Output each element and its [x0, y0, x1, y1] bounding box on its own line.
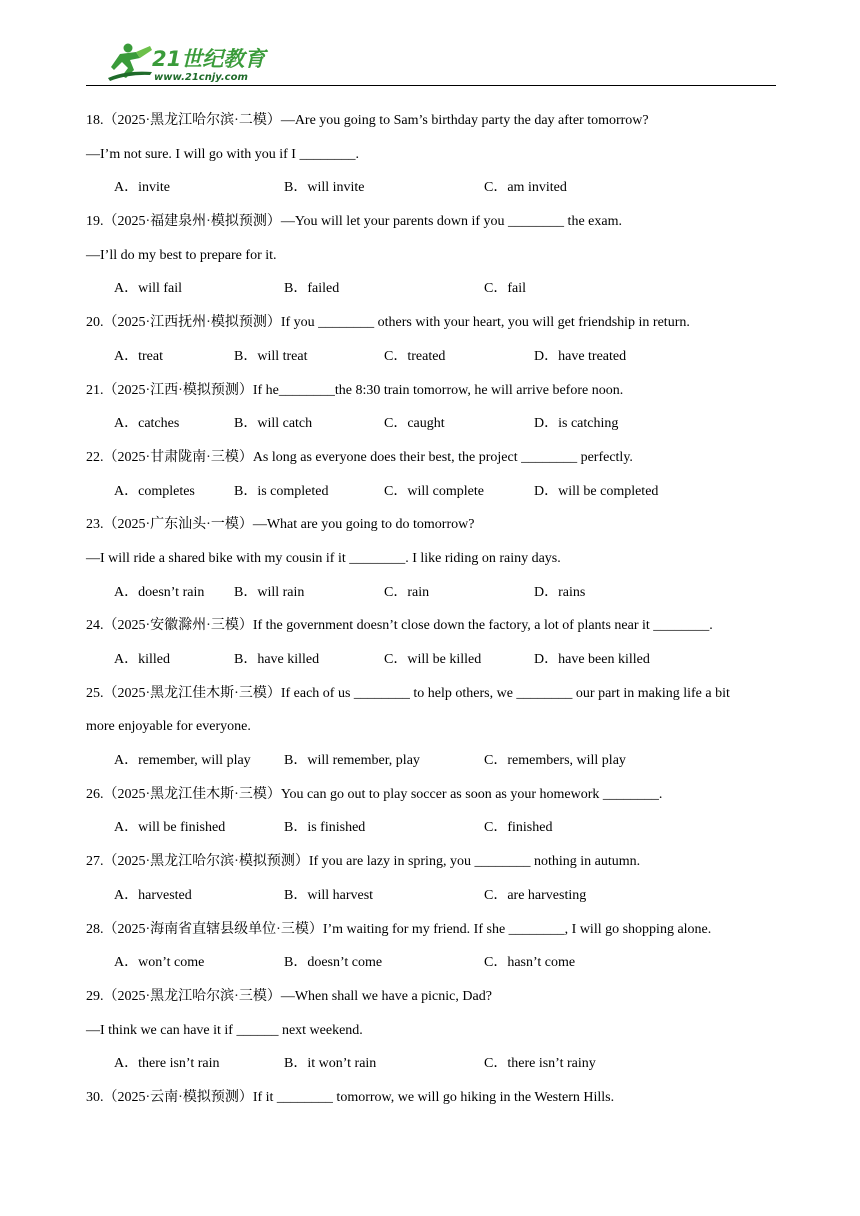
answer-option[interactable]: A．will be finished: [114, 820, 226, 836]
answer-option[interactable]: C．remembers, will play: [484, 753, 626, 769]
question-stem: 22.（2025·甘肃陇南·三模）As long as everyone does their best, the project ________ perfectly.: [86, 449, 633, 465]
option-row: [86, 407, 786, 441]
answer-option[interactable]: A．remember, will play: [114, 753, 251, 769]
logo-url: www.21cnjy.com: [154, 72, 248, 83]
answer-option[interactable]: C．fail: [484, 281, 526, 297]
question-stem: 25.（2025·黑龙江佳木斯·三模）If each of us ________ to help others, we ________ our part in making life a bit: [86, 685, 730, 701]
question-stem: 18.（2025·黑龙江哈尔滨·二模）—Are you going to Sam’s birthday party the day after tomorrow?: [86, 113, 649, 128]
answer-option[interactable]: B．will rain: [234, 584, 305, 600]
option-row: [86, 643, 786, 677]
option-row: [86, 340, 786, 374]
answer-option[interactable]: B．will remember, play: [284, 753, 420, 769]
answer-option[interactable]: B．will harvest: [284, 887, 374, 903]
answer-option[interactable]: A．won’t come: [114, 955, 205, 971]
answer-option[interactable]: D．is catching: [534, 416, 619, 432]
option-row: [86, 1047, 786, 1081]
answer-option[interactable]: B．doesn’t come: [284, 955, 383, 971]
answer-option[interactable]: A．doesn’t rain: [114, 584, 205, 600]
logo-text: 21世纪教育: [152, 47, 266, 71]
answer-option[interactable]: A．catches: [114, 416, 180, 432]
answer-option[interactable]: A．there isn’t rain: [114, 1056, 220, 1072]
answer-option[interactable]: C．caught: [384, 416, 445, 432]
answer-option[interactable]: A．killed: [114, 652, 170, 667]
answer-option[interactable]: D．have been killed: [534, 652, 650, 667]
question-stem: 26.（2025·黑龙江佳木斯·三模）You can go out to play soccer as soon as your homework ________.: [86, 786, 663, 802]
answer-option[interactable]: D．have treated: [534, 348, 627, 364]
question-continuation: —I’m not sure. I will go with you if I ________.: [86, 146, 359, 162]
logo-21cnjy: [106, 40, 276, 84]
question-continuation: more enjoyable for everyone.: [86, 719, 251, 735]
header-rule: [86, 85, 776, 86]
answer-option[interactable]: C．will be killed: [384, 652, 482, 667]
answer-option[interactable]: B．will invite: [284, 180, 365, 196]
answer-option[interactable]: C．are harvesting: [484, 887, 587, 903]
question-stem: 28.（2025·海南省直辖县级单位·三模）I’m waiting for my friend. If she ________, I will go shopping alone.: [86, 921, 712, 937]
option-row: [86, 272, 786, 306]
answer-option[interactable]: C．will complete: [384, 483, 484, 499]
answer-option[interactable]: B．is completed: [234, 483, 329, 499]
option-row: [86, 879, 786, 913]
question-stem: 27.（2025·黑龙江哈尔滨·模拟预测）If you are lazy in spring, you ________ nothing in autumn.: [86, 854, 641, 870]
question-stem: 21.（2025·江西·模拟预测）If he________the 8:30 train tomorrow, he will arrive before noon.: [86, 382, 624, 398]
option-row: [86, 946, 786, 980]
answer-option[interactable]: A．invite: [114, 180, 170, 196]
answer-option[interactable]: C．there isn’t rainy: [484, 1056, 596, 1072]
question-continuation: —I will ride a shared bike with my cousin if it ________. I like riding on rainy days.: [86, 550, 561, 566]
answer-option[interactable]: B．failed: [284, 281, 340, 297]
answer-option[interactable]: C．rain: [384, 584, 430, 600]
option-row: [86, 576, 786, 610]
answer-option[interactable]: C．am invited: [484, 180, 567, 196]
runner-icon: [108, 44, 152, 82]
option-row: [86, 171, 786, 205]
question-list: [86, 104, 786, 1115]
answer-option[interactable]: A．treat: [114, 348, 163, 364]
answer-option[interactable]: A．harvested: [114, 887, 192, 903]
question-stem: 23.（2025·广东汕头·一模）—What are you going to do tomorrow?: [86, 517, 475, 533]
question-stem: 19.（2025·福建泉州·模拟预测）—You will let your parents down if you ________ the exam.: [86, 214, 622, 230]
answer-option[interactable]: B．have killed: [234, 652, 320, 667]
option-row: [86, 811, 786, 845]
answer-option[interactable]: C．hasn’t come: [484, 955, 576, 971]
question-stem: 30.（2025·云南·模拟预测）If it ________ tomorrow, we will go hiking in the Western Hills.: [86, 1089, 615, 1105]
option-row: [86, 475, 786, 509]
answer-option[interactable]: D．will be completed: [534, 483, 659, 499]
page-header: [86, 40, 776, 86]
answer-option[interactable]: B．is finished: [284, 820, 366, 836]
answer-option[interactable]: A．will fail: [114, 281, 183, 297]
answer-option[interactable]: D．rains: [534, 584, 586, 600]
answer-option[interactable]: B．will treat: [234, 348, 308, 364]
answer-option[interactable]: B．will catch: [234, 416, 313, 432]
answer-option[interactable]: C．finished: [484, 820, 553, 836]
question-stem: 20.（2025·江西抚州·模拟预测）If you ________ others with your heart, you will get friendship in return.: [86, 315, 690, 331]
answer-option[interactable]: C．treated: [384, 348, 446, 364]
question-stem: 24.（2025·安徽滁州·三模）If the government doesn’t close down the factory, a lot of plants near it ________.: [86, 618, 713, 634]
question-stem: 29.（2025·黑龙江哈尔滨·三模）—When shall we have a picnic, Dad?: [86, 988, 492, 1004]
question-continuation: —I’ll do my best to prepare for it.: [86, 247, 277, 263]
answer-option[interactable]: A．completes: [114, 483, 195, 499]
answer-option[interactable]: B．it won’t rain: [284, 1056, 377, 1072]
question-continuation: —I think we can have it if ______ next weekend.: [86, 1022, 363, 1038]
option-row: [86, 744, 786, 778]
